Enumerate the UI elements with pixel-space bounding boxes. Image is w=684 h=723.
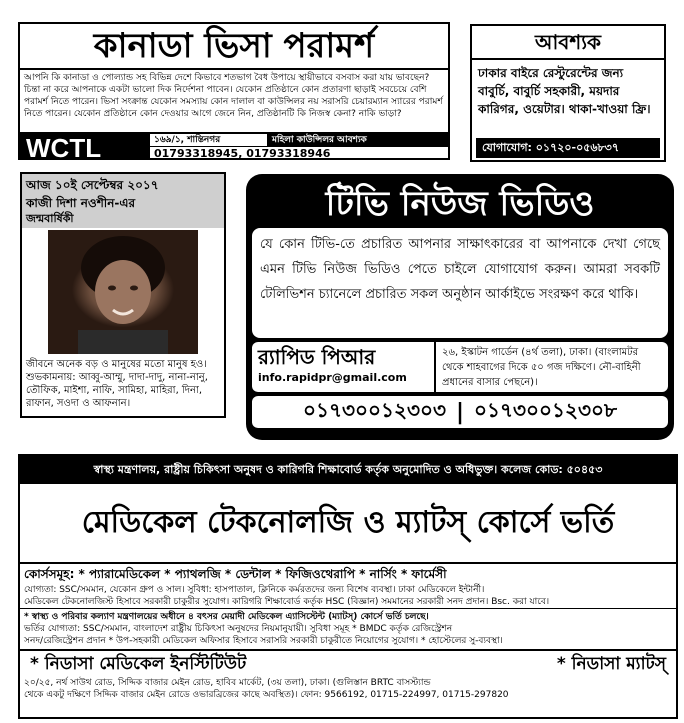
wanted-ad-contact: যোগাযোগ: ০১৭২০-০৫৬৮৩৭ [476, 138, 660, 158]
tv-ad-phones [252, 396, 668, 428]
medical-ad-courses: কোর্সসমূহ: * প্যারামেডিকেল * প্যাথলজি * ডেন্টাল * ফিজিওথেরাপি * নার্সিং * ফার্মেসী [24, 567, 447, 581]
phone-divider: | [455, 399, 465, 425]
medical-ad-eligibility: যোগ্যতা: SSC/সমমান, যেকোন গ্রুপ ও সাল। সুবিধা: হাসপাতাল, ক্লিনিকে কর্মরতদের জন্য বিশেষ ব্যবস্থা। ঢাকা মেডিকেলে ইন্টার্নী। [24, 585, 485, 595]
institute-row [20, 651, 676, 677]
medical-ad-approval: স্বাস্থ্য মন্ত্রণালয়, রাষ্ট্রীয় চিকিৎসা অনুষদ ও কারিগরি শিক্ষাবোর্ড কর্তৃক অনুমোদিত ও অধিভুক্ত। কলেজ কোড: ৫০৪৫৩ [20, 456, 676, 484]
canada-ad-title: কানাডা ভিসা পরামর্শ [20, 24, 448, 70]
medical-ad-note: মেডিকেল টেকনোলজিস্ট হিসাবে সরকারী চাকুরীর সুযোগ। কারিগরি শিক্ষাবোর্ড কর্তৃক HSC (বিজ্ঞান) সমমানের সরকারী সনদ প্রদান। Bsc. করা যাবে। [20, 596, 676, 609]
wanted-ad-title: আবশ্যক [472, 26, 664, 60]
birthday-date: আজ ১০ই সেপ্টেম্বর ২০১৭ [26, 178, 159, 192]
mats-eligibility: ভর্তির যোগ্যতা: SSC/সমমান, বাংলাদেশ রাষ্ট্রীয় চিকিৎসা অনুষদের নিয়মানুযায়ী। সুবিধা সমূহ * BMDC কর্তৃক রেজিস্ট্রেশন [24, 624, 453, 634]
birthday-wish: জীবনে অনেক বড় ও মানুষের মতো মানুষ হও। শুভকামনায়: আব্বু-আম্মু, দাদা-দাদু, নানা-নানু, তৌফিক, মাইশা, নাফি, সামিহা, মাহিরা, দিনা, রাফান, সওদা ও আফনান। [26, 359, 208, 409]
canada-ad-tag: মহিলা কাউন্সিলর আবশ্যক [268, 134, 448, 146]
medical-ad-title: মেডিকেল টেকনোলজি ও ম্যাটস্ কোর্সে ভর্তি [20, 484, 676, 564]
tv-ad-address: ২৬, ইস্কাটন গার্ডেন (৪র্থ তলা), ঢাকা। (বাংলামটর থেকে শাহবাগের দিকে ৫০ গজ দক্ষিণে। নৌ-বাহিনী প্রধানের বাসার পেছনে)। [442, 347, 641, 388]
canada-ad-footer [20, 132, 448, 163]
tv-ad-phone-2: ০১৭৩০০১২৩০৮ [474, 397, 617, 422]
mats-benefit: সনদ/রেজিস্ট্রেশন প্রদান * উপ-সহকারী মেডিকেল অফিসার হিসাবে সরাসরি সরকারী চাকুরীতে নিয়োগের সুযোগ। * হোস্টেলের সু-ব্যবস্থা। [20, 635, 676, 651]
tv-ad-content [252, 228, 668, 338]
institute-name-2: * নিডাসা ম্যাটস্ [556, 654, 666, 674]
medical-ad-address-1: ২০/২৫, নর্থ সাউথ রোড, সিদ্দিক বাজার মেইন রোড, হাবিব মার্কেট, (৩য় তলা), ঢাকা। (গুলিস্তান BRTC বাসস্ট্যান্ড [24, 678, 431, 688]
tv-ad-company: র‍্যাপিড পিআর [258, 345, 376, 369]
wanted-ad-body: ঢাকার বাইরে রেস্টুরেন্টের জন্য বাবুর্চি, বাবুর্চি সহকারী, ময়দার কারিগর, ওয়েটার। থাকা-খাওয়া ফ্রি। [478, 66, 651, 116]
canada-ad-address: ১৬৯/১, শান্তিনগর [150, 134, 268, 146]
birthday-occasion: জন্মবার্ষিকী [26, 212, 74, 225]
medical-ad-address-2: থেকে একটু দক্ষিণে সিদ্দিক বাজার মেইন রোডে ওভারব্রিজের কাছে অবস্থিত)। ফোন: 9566192, 01715-224997, 01715-297820 [24, 690, 509, 700]
institute-name-1: * নিডাসা মেডিকেল ইনস্টিটিউট [30, 654, 247, 674]
medical-ad [18, 454, 678, 719]
canada-ad-phones: 01793318945, 01793318946 [150, 146, 448, 161]
tv-ad-body: যে কোন টিভি-তে প্রচারিত আপনার সাক্ষাৎকারের বা আপনাকে দেখা গেছে এমন টিভি নিউজ ভিডিও পেতে চাইলে যোগাযোগ করুন। আমরা সবকটি টেলিভিশন চ্যানেলে প্রচারিত সকল অনুষ্ঠান আর্কাইভে সংরক্ষণ করে থাকি। [260, 237, 660, 302]
tv-ad-title: টিভি নিউজ ভিডিও [325, 184, 595, 224]
tv-news-ad [246, 174, 674, 440]
canada-visa-ad [18, 22, 450, 163]
wanted-ad [470, 24, 666, 162]
tv-ad-email: info.rapidpr@gmail.com [258, 371, 407, 384]
birthday-photo [48, 230, 198, 354]
mats-course-line: * স্বাস্থ্য ও পরিবার কল্যাণ মন্ত্রণালয়ের অধীনে ৪ বৎসর মেয়াদী মেডিকেল এ্যাসিস্টেন্ট (ম্যাটস্) কোর্সে ভর্তি চলছে। [24, 612, 429, 622]
wctl-logo: WCTL [20, 134, 150, 160]
tv-ad-phone-1: ০১৭৩০০১২৩০৩ [302, 397, 446, 422]
canada-ad-body: আপনি কি কানাডা ও পোল্যান্ড সহ বিভিন্ন দেশে কিভাবে শতভাগ বৈধ উপায়ে স্থায়ীভাবে বসবাস করা যায় ভাবছেন? চিন্তা না করে আপনাকে একটা ভালো দিক নির্দেশনা পাবেন। যেকোন প্রতিষ্ঠানে কোন প্রতারণা ছাড়াই সবচেয়ে বেশি পরামর্শ নিতে পারেন। ভিসা সংক্রান্ত যেকোন সমস্যায় কোন দালাল বা কাউন্সিলর নয় সরাসরি চেয়ারম্যান স্যারের পরামর্শ নিতে পারেন। যেকোন প্রতিষ্ঠানে কোন দেওয়ার আগে জেনে নিন, প্রতিষ্ঠানটি কি নিজস্ব কেনা? নাকি ভাড়া? [24, 73, 443, 119]
birthday-name: কাজী দিশা নওশীন-এর [26, 196, 136, 210]
tv-ad-contact [252, 342, 668, 392]
birthday-ad [20, 172, 226, 418]
